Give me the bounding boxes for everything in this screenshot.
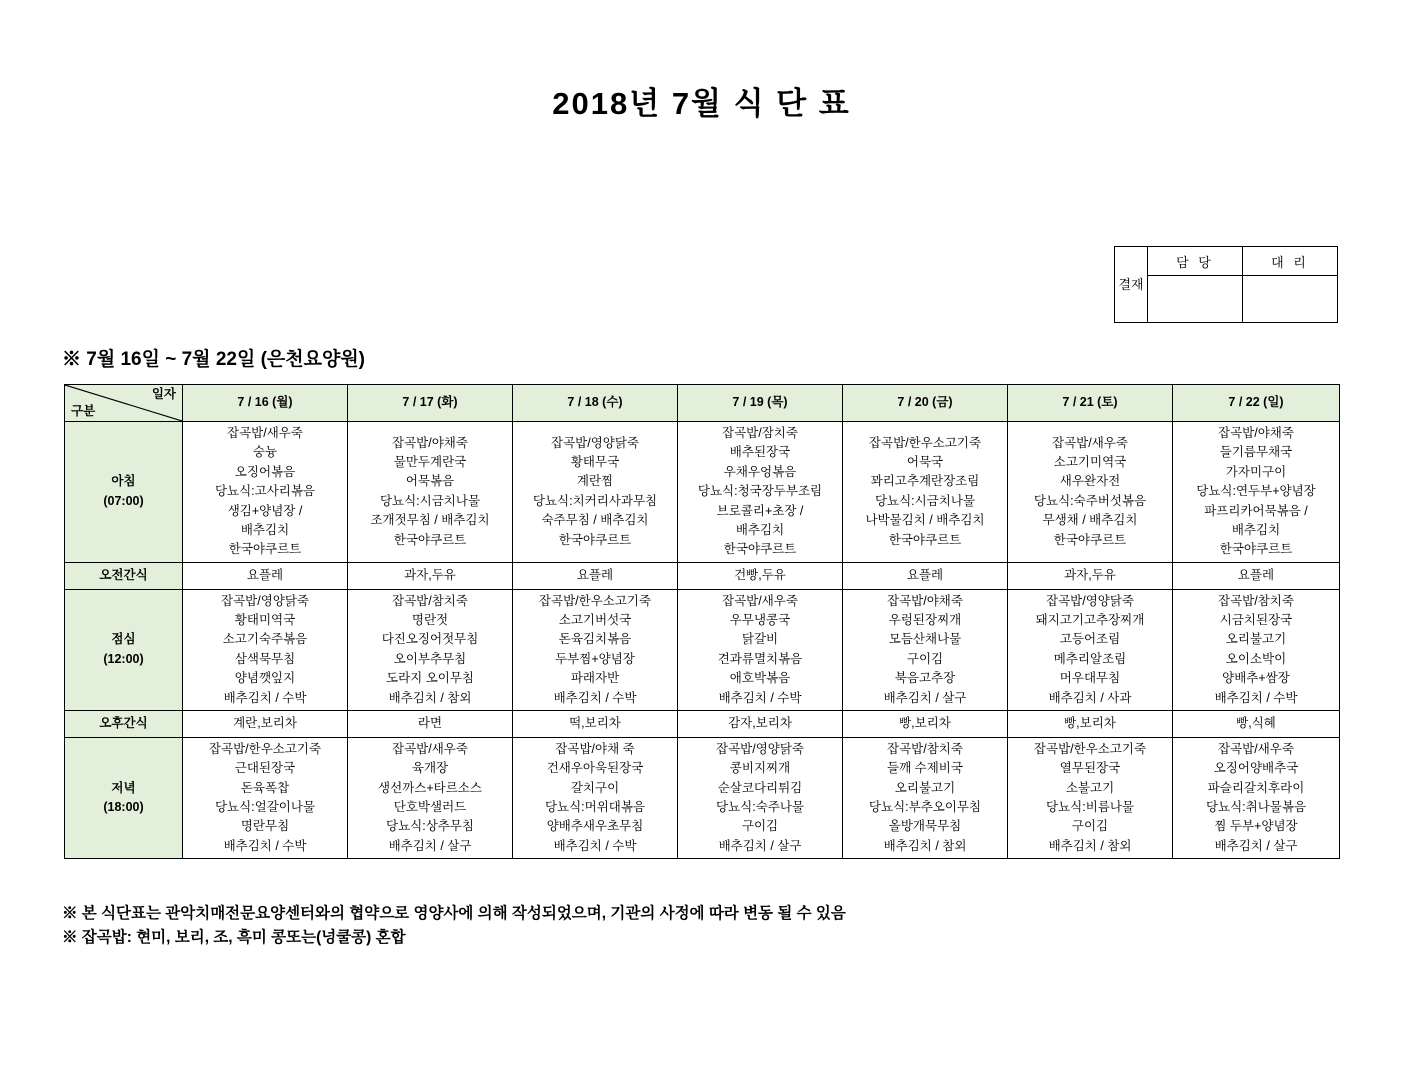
dish-item: 우채우엉볶음 xyxy=(723,464,797,479)
dish-item: 잡곡밥/새우죽 xyxy=(1052,435,1128,450)
meal-name: 저녁 xyxy=(111,780,136,795)
meal-name: 아침 xyxy=(111,474,136,489)
dish-item: 배추김치 / 사과 xyxy=(1048,690,1132,705)
dish-item: 가자미구이 xyxy=(1225,464,1287,479)
snack-cell-3-2: 떡,보리차 xyxy=(513,710,678,737)
dish-item: 나박물김치 / 배추김치 xyxy=(865,513,985,528)
menu-cell-4-2 xyxy=(513,737,678,858)
dish-item: 계란찜 xyxy=(576,474,614,489)
meal-time: (07:00) xyxy=(103,493,144,508)
snack-cell-3-1: 라면 xyxy=(348,710,513,737)
dish-item: 콩비지찌개 xyxy=(729,761,791,776)
dish-item: 잡곡밥/영양닭죽 xyxy=(716,741,804,756)
dish-item: 구이김 xyxy=(906,651,944,666)
dish-item: 배추김치 / 참외 xyxy=(1048,838,1132,853)
dish-item: 당뇨식:취나물볶음 xyxy=(1205,800,1307,814)
dish-item: 당뇨식:연두부+양념장 xyxy=(1196,484,1316,499)
dish-item: 오징어양배추국 xyxy=(1213,761,1299,776)
corner-label-category: 구분 xyxy=(71,403,96,418)
dish-item: 구이김 xyxy=(1071,819,1109,834)
dish-item: 브로콜리+초장 / xyxy=(716,503,804,518)
dish-item: 돼지고기고추장찌개 xyxy=(1035,613,1145,627)
dish-item: 한국야쿠르트 xyxy=(1053,532,1127,547)
dish-item: 파래자반 xyxy=(570,671,620,686)
snack-cell-3-4: 빵,보리차 xyxy=(843,710,1008,737)
dish-item: 배추김치 / 수박 xyxy=(553,690,637,705)
menu-cell-2-6 xyxy=(1173,589,1340,710)
snack-cell-3-6: 빵,식혜 xyxy=(1173,710,1340,737)
dish-item: 근대된장국 xyxy=(234,761,296,776)
dish-item: 고등어조림 xyxy=(1059,632,1121,647)
dish-item: 올방개묵무침 xyxy=(888,819,962,834)
day-header-5: 7 / 21 (토) xyxy=(1008,385,1173,422)
dish-item: 명란젓 xyxy=(411,613,449,627)
approval-col-manager: 담 당 xyxy=(1148,247,1243,276)
snack-cell-1-2: 요플레 xyxy=(513,562,678,589)
dish-item: 모듬산채나물 xyxy=(888,632,962,647)
snack-label-1: 오전간식 xyxy=(65,562,183,589)
dish-item: 잡곡밥/참치죽 xyxy=(1218,593,1294,608)
dish-item: 배추김치 / 참외 xyxy=(388,690,472,705)
dish-item: 잡곡밥/한우소고기죽 xyxy=(868,435,982,450)
dish-item: 들기름무채국 xyxy=(1219,445,1293,460)
dish-item: 양배추새우초무침 xyxy=(546,819,644,834)
dish-item: 배추김치 / 수박 xyxy=(223,690,307,705)
dish-item: 어묵국 xyxy=(906,455,944,470)
dish-item: 생선까스+타르소스 xyxy=(378,780,482,795)
dish-item: 숭늉 xyxy=(252,445,278,460)
dish-item: 구이김 xyxy=(741,819,779,834)
dish-item: 당뇨식:비름나물 xyxy=(1046,800,1134,814)
dish-item: 생김+양념장 / xyxy=(227,503,303,518)
snack-cell-1-5: 과자,두유 xyxy=(1008,562,1173,589)
dish-item: 조개젓무침 / 배추김치 xyxy=(370,513,490,528)
dish-item: 한국야쿠르트 xyxy=(393,532,467,547)
approval-box xyxy=(1114,246,1338,323)
approval-sign-deputy xyxy=(1243,276,1338,323)
dish-item: 애호박볶음 xyxy=(729,671,791,686)
dish-item: 잡곡밥/한우소고기죽 xyxy=(208,741,322,756)
dish-item: 잡곡밥/잠치죽 xyxy=(722,426,798,440)
dish-item: 어묵볶음 xyxy=(405,474,455,489)
dish-item: 오이소박이 xyxy=(1225,651,1287,666)
dish-item: 파프리카어묵볶음 / xyxy=(1204,503,1308,518)
dish-item: 황태무국 xyxy=(570,455,620,470)
dish-item: 당뇨식:시금치나물 xyxy=(379,493,481,508)
menu-cell-0-6 xyxy=(1173,422,1340,563)
table-row xyxy=(65,562,1340,589)
dish-item: 들깨 수제비국 xyxy=(887,761,963,776)
meal-time: (12:00) xyxy=(103,651,144,666)
corner-label-date: 일자 xyxy=(151,387,176,401)
menu-cell-0-3 xyxy=(678,422,843,563)
dish-item: 당뇨식:부추오이무침 xyxy=(868,800,982,814)
dish-item: 당뇨식:청국장두부조림 xyxy=(697,484,823,499)
dish-item: 당뇨식:얼갈이나물 xyxy=(214,800,316,814)
dish-item: 배추김치 / 수박 xyxy=(553,838,637,853)
dish-item: 새우완자전 xyxy=(1059,474,1121,489)
dish-item: 배추김치 / 수박 xyxy=(223,838,307,853)
table-row xyxy=(65,422,1340,563)
menu-cell-0-5 xyxy=(1008,422,1173,563)
table-row xyxy=(65,589,1340,710)
menu-cell-2-2 xyxy=(513,589,678,710)
footnote-1: ※ 잡곡밥: 현미, 보리, 조, 흑미 콩또는(넝쿨콩) 혼합 xyxy=(62,929,406,947)
menu-document-page xyxy=(0,78,1403,1070)
dish-item: 배추김치 xyxy=(735,522,785,537)
dish-item: 배추김치 / 살구 xyxy=(1214,838,1298,853)
dish-item: 배추김치 / 살구 xyxy=(388,838,472,853)
dish-item: 잡곡밥/야채죽 xyxy=(392,435,468,450)
footnotes xyxy=(62,902,846,950)
dish-item: 돈육폭찹 xyxy=(240,780,290,795)
dish-item: 배추김치 / 살구 xyxy=(718,838,802,853)
menu-table-body xyxy=(65,422,1340,859)
dish-item: 당뇨식:숙주버섯볶음 xyxy=(1033,493,1147,508)
dish-item: 소고기버섯국 xyxy=(558,613,632,627)
dish-item: 순살코다리튀김 xyxy=(717,780,803,795)
dish-item: 열무된장국 xyxy=(1059,761,1121,776)
approval-label: 결재 xyxy=(1115,247,1148,323)
table-corner-header xyxy=(65,385,183,422)
dish-item: 잡곡밥/새우죽 xyxy=(1218,741,1294,756)
dish-item: 당뇨식:시금치나물 xyxy=(874,493,976,508)
dish-item: 단호박샐러드 xyxy=(393,800,467,814)
dish-item: 당뇨식:머위대볶음 xyxy=(544,800,646,814)
dish-item: 잡곡밥/참치죽 xyxy=(887,741,963,756)
dish-item: 당뇨식:숙주나물 xyxy=(716,800,804,814)
dish-item: 물만두계란국 xyxy=(393,455,467,470)
dish-item: 북음고추장 xyxy=(894,671,956,686)
dish-item: 명란무침 xyxy=(240,819,290,834)
menu-cell-0-4 xyxy=(843,422,1008,563)
dish-item: 잡곡밥/야채죽 xyxy=(887,593,963,608)
page-title: 2018년 7월 식 단 표 xyxy=(552,86,851,121)
menu-cell-2-3 xyxy=(678,589,843,710)
dish-item: 파슬리갈치후라이 xyxy=(1207,780,1305,795)
dish-item: 한국야쿠르트 xyxy=(723,542,797,557)
dish-item: 배추김치 / 살구 xyxy=(883,690,967,705)
day-header-4: 7 / 20 (금) xyxy=(843,385,1008,422)
dish-item: 돈육김치볶음 xyxy=(558,632,632,647)
meal-label-2 xyxy=(65,589,183,710)
menu-cell-4-6 xyxy=(1173,737,1340,858)
day-header-0: 7 / 16 (월) xyxy=(183,385,348,422)
snack-label-3: 오후간식 xyxy=(65,710,183,737)
dish-item: 시금치된장국 xyxy=(1219,613,1293,627)
dish-item: 한국야쿠르트 xyxy=(888,532,962,547)
dish-item: 당뇨식:고사리볶음 xyxy=(214,484,316,499)
dish-item: 한국야쿠르트 xyxy=(228,542,302,557)
meal-name: 점심 xyxy=(111,632,136,647)
table-row xyxy=(65,737,1340,858)
dish-item: 잡곡밥/영양닭죽 xyxy=(551,435,639,450)
dish-item: 두부찜+양념장 xyxy=(555,651,635,666)
dish-item: 배추김치 / 수박 xyxy=(1214,690,1298,705)
dish-item: 배추김치 xyxy=(240,522,290,537)
dish-item: 다진오징어젓무침 xyxy=(381,632,479,647)
dish-item: 찜 두부+양념장 xyxy=(1214,819,1298,834)
dish-item: 견과류멸치볶음 xyxy=(717,651,803,666)
table-row xyxy=(65,710,1340,737)
menu-cell-4-0 xyxy=(183,737,348,858)
meal-time: (18:00) xyxy=(103,800,144,814)
dish-item: 오리불고기 xyxy=(1225,632,1287,647)
dish-item: 잡곡밥/한우소고기죽 xyxy=(538,593,652,608)
dish-item: 갈치구이 xyxy=(570,780,620,795)
dish-item: 소고기숙주볶음 xyxy=(222,632,308,647)
dish-item: 황태미역국 xyxy=(234,613,296,627)
dish-item: 당뇨식:상추무침 xyxy=(386,819,474,834)
weekly-menu-table xyxy=(64,384,1340,859)
snack-cell-1-4: 요플레 xyxy=(843,562,1008,589)
menu-cell-4-5 xyxy=(1008,737,1173,858)
dish-item: 잡곡밥/한우소고기죽 xyxy=(1033,741,1147,756)
menu-cell-2-4 xyxy=(843,589,1008,710)
dish-item: 꽈리고추계란장조림 xyxy=(870,474,980,489)
day-header-3: 7 / 19 (목) xyxy=(678,385,843,422)
dish-item: 양배추+쌈장 xyxy=(1222,671,1290,686)
snack-cell-1-6: 요플레 xyxy=(1173,562,1340,589)
date-range-subtitle: ※ 7월 16일 ~ 7월 22일 (은천요양원) xyxy=(62,349,366,370)
dish-item: 당뇨식:치커리사과무침 xyxy=(532,493,658,508)
dish-item: 배추김치 / 수박 xyxy=(718,690,802,705)
dish-item: 무생채 / 배추김치 xyxy=(1042,513,1138,528)
menu-cell-4-3 xyxy=(678,737,843,858)
dish-item: 건새우아욱된장국 xyxy=(546,761,644,776)
snack-cell-1-1: 과자,두유 xyxy=(348,562,513,589)
dish-item: 소불고기 xyxy=(1065,780,1115,795)
dish-item: 오이부추무침 xyxy=(393,651,467,666)
snack-cell-3-5: 빵,보리차 xyxy=(1008,710,1173,737)
snack-cell-1-3: 건빵,두유 xyxy=(678,562,843,589)
menu-cell-2-5 xyxy=(1008,589,1173,710)
snack-cell-3-3: 감자,보리차 xyxy=(678,710,843,737)
day-header-1: 7 / 17 (화) xyxy=(348,385,513,422)
dish-item: 배추된장국 xyxy=(729,445,791,460)
day-header-2: 7 / 18 (수) xyxy=(513,385,678,422)
dish-item: 잡곡밥/야채죽 xyxy=(1218,426,1294,440)
dish-item: 잡곡밥/새우죽 xyxy=(392,741,468,756)
dish-item: 잡곡밥/새우죽 xyxy=(227,426,303,440)
dish-item: 육개장 xyxy=(411,761,449,776)
dish-item: 배추김치 / 참외 xyxy=(883,838,967,853)
day-header-6: 7 / 22 (일) xyxy=(1173,385,1340,422)
dish-item: 도라지 오이무침 xyxy=(386,671,474,686)
meal-label-4 xyxy=(65,737,183,858)
dish-item: 잡곡밥/영양닭죽 xyxy=(221,593,309,608)
dish-item: 메추리알조림 xyxy=(1053,651,1127,666)
dish-item: 잡곡밥/영양닭죽 xyxy=(1046,593,1134,608)
dish-item: 배추김치 xyxy=(1231,522,1281,537)
footnote-0: ※ 본 식단표는 관악치매전문요양센터와의 협약으로 영양사에 의해 작성되었으며, 기관의 사정에 따라 변동 될 수 있음 xyxy=(62,905,846,922)
dish-item: 한국야쿠르트 xyxy=(1219,542,1293,557)
dish-item: 우렁된장찌개 xyxy=(888,613,962,627)
menu-cell-2-1 xyxy=(348,589,513,710)
menu-cell-0-1 xyxy=(348,422,513,563)
approval-col-deputy: 대 리 xyxy=(1243,247,1338,276)
dish-item: 숙주무침 / 배추김치 xyxy=(541,513,649,528)
dish-item: 잡곡밥/새우죽 xyxy=(722,593,798,608)
menu-cell-0-2 xyxy=(513,422,678,563)
dish-item: 삼색묵무침 xyxy=(234,651,296,666)
dish-item: 소고기미역국 xyxy=(1053,455,1127,470)
menu-cell-4-4 xyxy=(843,737,1008,858)
menu-cell-4-1 xyxy=(348,737,513,858)
dish-item: 오징어볶음 xyxy=(234,464,296,479)
meal-label-0 xyxy=(65,422,183,563)
snack-cell-3-0: 계란,보리차 xyxy=(183,710,348,737)
dish-item: 한국야쿠르트 xyxy=(558,532,632,547)
dish-item: 우무냉콩국 xyxy=(729,613,791,627)
dish-item: 양념깻잎지 xyxy=(234,671,296,686)
dish-item: 닭갈비 xyxy=(741,632,779,647)
dish-item: 잡곡밥/야채 죽 xyxy=(555,741,635,756)
snack-cell-1-0: 요플레 xyxy=(183,562,348,589)
dish-item: 오리불고기 xyxy=(894,780,956,795)
dish-item: 머우대무침 xyxy=(1059,671,1121,686)
menu-cell-0-0 xyxy=(183,422,348,563)
dish-item: 잡곡밥/참치죽 xyxy=(392,593,468,608)
approval-sign-manager xyxy=(1148,276,1243,323)
menu-cell-2-0 xyxy=(183,589,348,710)
